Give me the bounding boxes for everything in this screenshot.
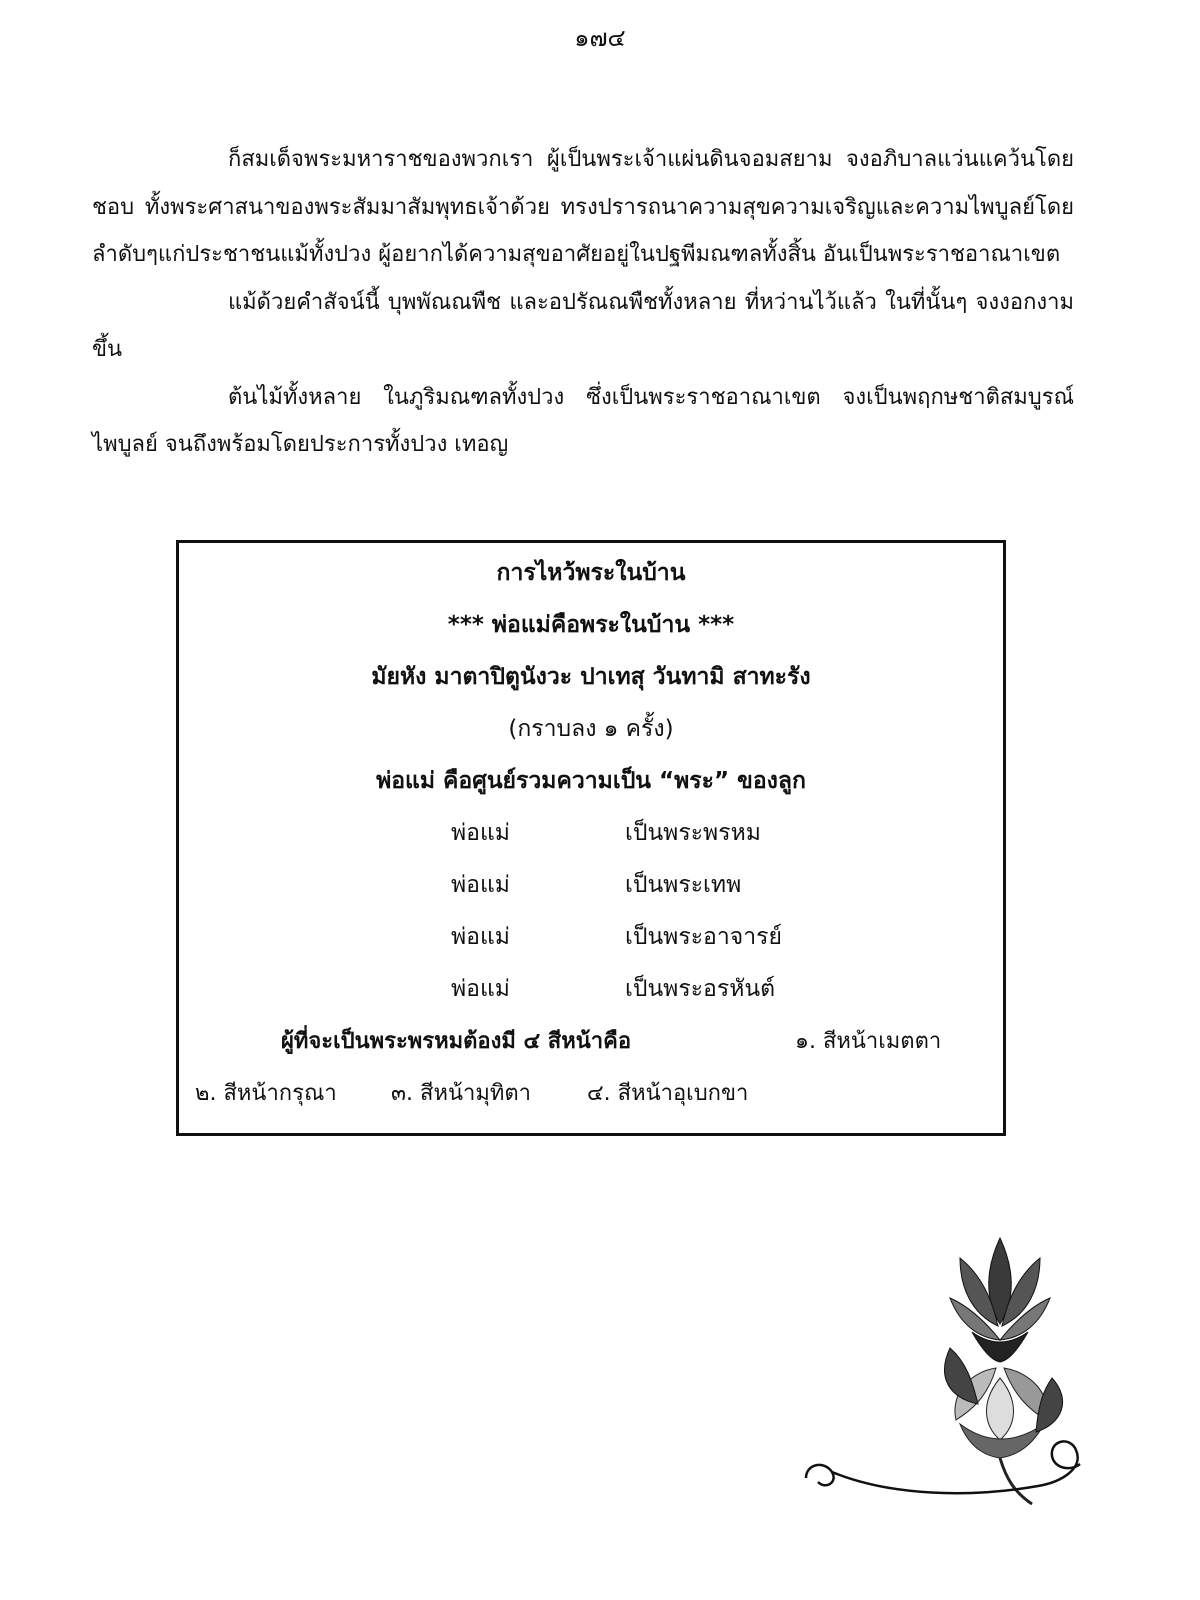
quality-4: ๔. สีหน้าอุเบกขา (587, 1081, 749, 1106)
paragraph-3: ต้นไม้ทั้งหลาย ในภูริมณฑลทั้งปวง ซึ่งเป็นพระราชอาณาเขต จงเป็นพฤกษชาติสมบูรณ์ไพบูลย์ จนถึงพร้อมโดยประการทั้งปวง เทอญ (92, 384, 1074, 457)
worship-box (176, 540, 1006, 1136)
box-heading: พ่อแม่ คือศูนย์รวมความเป็น “พระ” ของลูก (376, 768, 806, 794)
pair-who: พ่อแม่ (451, 976, 510, 1002)
paragraph-1: ก็สมเด็จพระมหาราชของพวกเรา ผู้เป็นพระเจ้าแผ่นดินจอมสยาม จงอภิบาลแว่นแคว้นโดยชอบ ทั้งพระศาสนาของพระสัมมาสัมพุทธเจ้าด้วย ทรงปรารถนาความสุขความเจริญและความไพบูลย์โดยลำดับๆแก่ประชาชนแม้ทั้งปวง ผู้อยากได้ความสุขอาศัยอยู่ในปฐพีมณฑลทั้งสิ้น อันเป็นพระราชอาณาเขต (92, 147, 1074, 267)
lotus-flower-decoration (800, 1228, 1100, 1528)
box-chant: มัยหัง มาตาปิตูนังวะ ปาเทสุ วันทามิ สาทะรัง (371, 664, 811, 690)
paragraph-2: แม้ด้วยคำสัจน์นี้ บุพพัณณพืช และอปรัณณพืชทั้งหลาย ที่หว่านไว้แล้ว ในที่นั้นๆ จงงอกงามขึ้น (92, 289, 1074, 362)
box-subtitle: *** พ่อแม่คือพระในบ้าน *** (447, 612, 735, 638)
box-instruction: (กราบลง ๑ ครั้ง) (508, 716, 674, 742)
box-title: การไหว้พระในบ้าน (496, 560, 686, 586)
body-text (92, 136, 1074, 469)
pair-who: พ่อแม่ (451, 820, 510, 846)
pair-who: พ่อแม่ (451, 924, 510, 950)
pair-who: พ่อแม่ (451, 872, 510, 898)
page-number: ๑๗๔ (574, 24, 626, 52)
pair-what: เป็นพระอาจารย์ (625, 924, 783, 950)
quality-3: ๓. สีหน้ามุทิตา (391, 1081, 531, 1106)
quality-2: ๒. สีหน้ากรุณา (195, 1081, 337, 1106)
pair-what: เป็นพระอรหันต์ (625, 976, 776, 1002)
brahma-line: ผู้ที่จะเป็นพระพรหมต้องมี ๔ สีหน้าคือ (281, 1029, 632, 1054)
pair-what: เป็นพระพรหม (625, 820, 761, 846)
quality-1: ๑. สีหน้าเมตตา (795, 1029, 942, 1054)
pair-what: เป็นพระเทพ (625, 872, 742, 898)
